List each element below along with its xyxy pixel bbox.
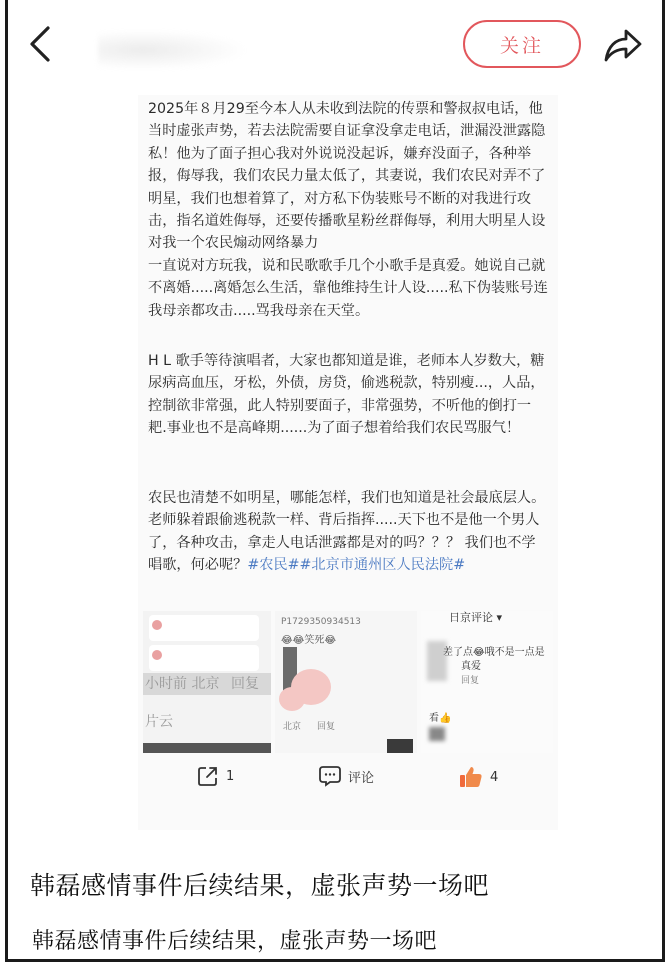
dark-bar: [143, 743, 271, 753]
post-paragraph-2: H L 歌手等待演唱者，大家也都知道是谁，老师本人岁数大，糖尿病高血压，牙松，外债，房贷，偷逃税款，特别瘦...，人品，控制欲非常强，此人特别要面子，非常强势，不听他的倒打一耙.事业也不是高峰期......为了面子想着给我们农民骂服气！: [148, 353, 545, 437]
thumb3-line1: 差了点😂哦不是一点是: [443, 647, 545, 658]
comment-bubble: [149, 615, 259, 641]
post-paragraph-3-text: 农民也清楚不如明星，哪能怎样，我们也知道是社会最底层人。老师躲着跟偷逃税款一样、背后指挥.....天下也不是他一个男人了，各种攻击，拿走人电话泄露都是对的吗？？？ 我们也不学唱歌，何必呢？: [148, 490, 546, 574]
thumb3-line2: 真爱: [461, 661, 481, 672]
follow-button[interactable]: 关注: [463, 20, 581, 68]
back-button[interactable]: [22, 22, 62, 66]
thumb3-reply: 回复: [461, 676, 480, 686]
thumb1-reply: 回复: [231, 676, 259, 692]
share-arrow-icon: [600, 22, 646, 68]
thumbnail-1[interactable]: [143, 611, 271, 753]
thumbnail-3[interactable]: [421, 611, 553, 753]
post-screenshot: [138, 95, 558, 830]
repost-icon: [196, 764, 220, 788]
repost-button[interactable]: [196, 764, 234, 788]
like-button[interactable]: [458, 764, 498, 790]
post-paragraph-3: [148, 487, 548, 577]
thumbnail-2[interactable]: [275, 611, 417, 753]
thumb1-name: 片云: [145, 714, 173, 730]
thumb2-loc: 北京: [283, 722, 302, 732]
top-bar: [8, 0, 662, 90]
thumb2-user: P1729350934513: [281, 617, 361, 627]
thumbs-up-icon: [458, 764, 484, 790]
back-arrow-icon: [22, 22, 62, 66]
author-avatar-blurred[interactable]: [98, 30, 248, 70]
share-button[interactable]: [600, 22, 646, 68]
thumb3-top: 日京评论 ▾: [449, 611, 503, 624]
repost-count: 1: [226, 768, 235, 784]
like-count: 4: [490, 769, 499, 785]
comment-button[interactable]: [318, 764, 374, 788]
comment-icon: [318, 764, 342, 788]
hashtag-links[interactable]: #农民##北京市通州区人民法院#: [247, 557, 466, 574]
blurred-avatar: [429, 727, 445, 741]
thumb3-kan: 看👍: [429, 713, 452, 724]
dark-bar: [387, 739, 413, 753]
thumb2-laugh: 😂😂笑死😂: [281, 635, 337, 646]
image-thumbnails: [143, 611, 553, 753]
avatar: [152, 650, 162, 660]
page-frame: [5, 0, 665, 962]
thumb2-reply: 回复: [317, 722, 336, 732]
comment-label: 评论: [348, 770, 375, 786]
post-action-bar: [138, 758, 558, 798]
sub-caption: 韩磊感情事件后续结果，虚张声势一场吧: [32, 929, 438, 954]
headline-caption: 韩磊感情事件后续结果，虚张声势一场吧: [30, 871, 490, 900]
comment-bubble: [149, 645, 259, 671]
pink-decoration: [279, 687, 305, 711]
thumb1-time: 小时前 北京: [145, 676, 220, 692]
post-paragraph-1: 2025年８月29至今本人从未收到法院的传票和警叔叔电话，他当时虚张声势，若去法院需要自证拿没拿走电话，泄漏没泄露隐私！他为了面子担心我对外说说没起诉，嫌弃没面子，各种举报，侮辱我，我们农民力量太低了，其妻说，我们农民对弄不了明星，我们也想着算了，对方私下伪装账号不断的对我进行攻击，指名道姓侮辱，还要传播歌星粉丝群侮辱，利用大明星人设对我一个农民煽动网络暴力 一直说对方玩我，说和民歌歌手几个小歌手是真爱。她说自己就不离婚.....离婚怎么生活，靠他维持生计人设.....私下伪装账号连我母亲都攻击.....骂我母亲在天堂。: [148, 101, 548, 319]
avatar: [152, 620, 162, 630]
